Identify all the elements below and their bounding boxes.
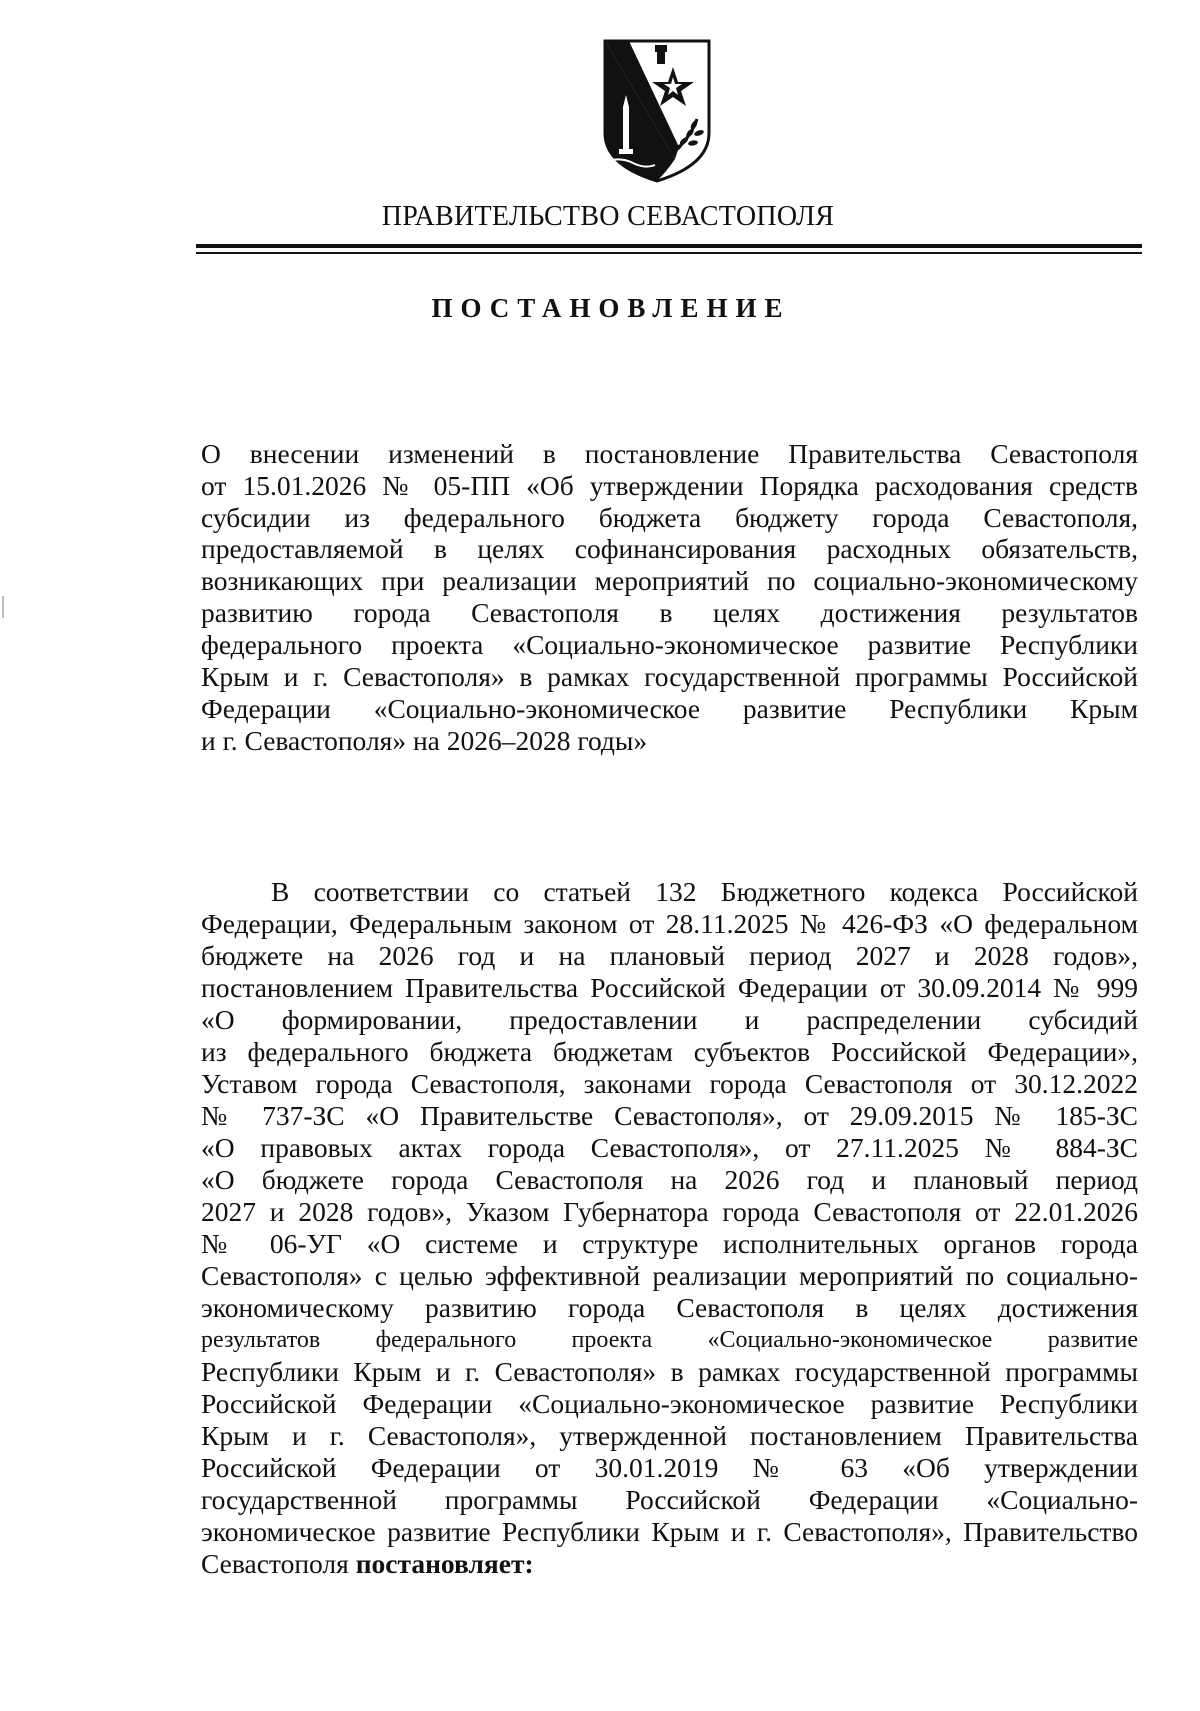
body-line: постановлением Правительства Российской Федерации от 30.09.2014 № 999 xyxy=(201,972,1138,1003)
body-line: Уставом города Севастополя, законами города Севастополя от 30.12.2022 xyxy=(201,1068,1138,1099)
body-line: результатов федерального проекта «Социально-экономическое развитие xyxy=(201,1327,1138,1353)
header-rule-thin xyxy=(196,252,1142,254)
title-line: и г. Севастополя» на 2026–2028 годы» xyxy=(201,725,648,756)
header-rule-thick xyxy=(196,244,1142,248)
scan-margin-mark xyxy=(2,596,4,618)
title-line: Федерации «Социально-экономическое развитие Республики Крым xyxy=(201,693,1138,724)
organization-name: ПРАВИТЕЛЬСТВО СЕВАСТОПОЛЯ xyxy=(381,201,835,232)
title-line: развитию города Севастополя в целях достижения результатов xyxy=(201,597,1138,628)
body-line: экономическое развитие Республики Крым и г. Севастополя», Правительство xyxy=(201,1516,1138,1547)
closing-line xyxy=(201,1548,1138,1580)
body-line: Республики Крым и г. Севастополя» в рамках государственной программы xyxy=(201,1356,1138,1387)
body-line: государственной программы Российской Федерации «Социально- xyxy=(201,1484,1138,1515)
body-line: Севастополя» с целью эффективной реализации мероприятий по социально- xyxy=(201,1260,1138,1291)
closing-subject: Севастополя xyxy=(201,1548,356,1579)
body-line: Российской Федерации от 30.01.2019 № 63 «Об утверждении xyxy=(201,1452,1138,1483)
sevastopol-coat-of-arms-icon xyxy=(597,37,715,185)
title-line: федерального проекта «Социально-экономическое развитие Республики xyxy=(201,629,1138,660)
body-line: Российской Федерации «Социально-экономическое развитие Республики xyxy=(201,1388,1138,1419)
body-line: бюджете на 2026 год и на плановый период 2027 и 2028 годов», xyxy=(201,940,1138,971)
body-line: Федерации, Федеральным законом от 28.11.2025 № 426-ФЗ «О федеральном xyxy=(201,908,1138,939)
body-line: В соответствии со статьей 132 Бюджетного кодекса Российской xyxy=(271,876,1138,907)
body-line: «О правовых актах города Севастополя», от 27.11.2025 № 884-ЗС xyxy=(201,1132,1138,1163)
title-line: предоставляемой в целях софинансирования расходных обязательств, xyxy=(201,533,1138,564)
title-line: от 15.01.2026 № 05-ПП «Об утверждении Порядка расходования средств xyxy=(201,470,1138,501)
title-line: Крым и г. Севастополя» в рамках государственной программы Российской xyxy=(201,661,1138,692)
resolves-verb: постановляет: xyxy=(355,1548,534,1579)
body-line: Крым и г. Севастополя», утвержденной постановлением Правительства xyxy=(201,1420,1138,1451)
title-line: субсидии из федерального бюджета бюджету города Севастополя, xyxy=(201,502,1138,533)
title-line: возникающих при реализации мероприятий по социально-экономическому xyxy=(201,565,1138,596)
body-line: экономическому развитию города Севастополя в целях достижения xyxy=(201,1292,1138,1323)
body-line: № 06-УГ «О системе и структуре исполнительных органов города xyxy=(201,1228,1138,1259)
body-line: 2027 и 2028 годов», Указом Губернатора города Севастополя от 22.01.2026 xyxy=(201,1196,1138,1227)
title-line: О внесении изменений в постановление Правительства Севастополя xyxy=(201,438,1138,469)
body-line: № 737-ЗС «О Правительстве Севастополя», от 29.09.2015 № 185-ЗС xyxy=(201,1100,1138,1131)
document-type-heading: ПОСТАНОВЛЕНИЕ xyxy=(431,293,791,323)
body-line: «О формировании, предоставлении и распределении субсидий xyxy=(201,1004,1138,1035)
body-line: из федерального бюджета бюджетам субъектов Российской Федерации», xyxy=(201,1036,1138,1067)
body-line: «О бюджете города Севастополя на 2026 год и плановый период xyxy=(201,1164,1138,1195)
